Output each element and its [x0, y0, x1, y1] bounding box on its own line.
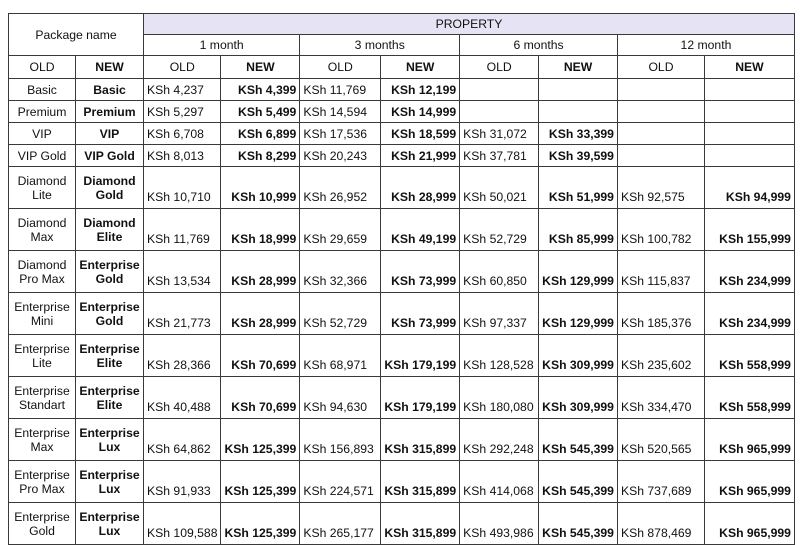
table-row [9, 461, 795, 503]
old-package-name: Enterprise Pro Max [9, 461, 76, 503]
old-price-cell: KSh 37,781 [460, 145, 539, 167]
new-price-cell: KSh 85,999 [539, 209, 618, 251]
old-package-name: VIP Gold [9, 145, 76, 167]
period-header-1-month: 1 month [144, 35, 300, 56]
table-row [9, 167, 795, 209]
new-package-name: Premium [76, 101, 144, 123]
new-price-cell: KSh 33,399 [539, 123, 618, 145]
table-row [9, 503, 795, 545]
old-price-cell [617, 101, 704, 123]
new-price-cell: KSh 558,999 [704, 377, 794, 419]
old-price-cell: KSh 60,850 [460, 251, 539, 293]
package-name-header: Package name [9, 14, 144, 56]
table-row [9, 377, 795, 419]
old-price-cell: KSh 13,534 [144, 251, 221, 293]
old-price-cell: KSh 52,729 [300, 293, 381, 335]
new-price-cell [704, 79, 794, 101]
old-price-cell: KSh 28,366 [144, 335, 221, 377]
new-price-cell: KSh 14,999 [381, 101, 460, 123]
new-price-cell: KSh 234,999 [704, 293, 794, 335]
new-price-cell: KSh 94,999 [704, 167, 794, 209]
new-package-name: Enterprise Gold [76, 251, 144, 293]
old-price-cell: KSh 4,237 [144, 79, 221, 101]
new-price-cell: KSh 309,999 [539, 335, 618, 377]
old-price-cell: KSh 8,013 [144, 145, 221, 167]
new-price-cell: KSh 5,499 [221, 101, 300, 123]
old-name-header: OLD [9, 56, 76, 79]
old-price-cell: KSh 40,488 [144, 377, 221, 419]
new-package-name: Enterprise Lux [76, 503, 144, 545]
old-price-cell: KSh 91,933 [144, 461, 221, 503]
new-price-cell: KSh 234,999 [704, 251, 794, 293]
old-price-cell: KSh 265,177 [300, 503, 381, 545]
new-price-cell [539, 79, 618, 101]
old-package-name: Diamond Lite [9, 167, 76, 209]
old-price-cell: KSh 29,659 [300, 209, 381, 251]
old-price-cell: KSh 334,470 [617, 377, 704, 419]
new-package-name: Enterprise Elite [76, 335, 144, 377]
new-package-name: VIP Gold [76, 145, 144, 167]
new-package-name: Enterprise Gold [76, 293, 144, 335]
pricing-table-container [8, 13, 795, 545]
old-price-cell: KSh 5,297 [144, 101, 221, 123]
old-package-name: Enterprise Standart [9, 377, 76, 419]
old-price-cell: KSh 185,376 [617, 293, 704, 335]
old-price-cell: KSh 128,528 [460, 335, 539, 377]
old-price-cell: KSh 520,565 [617, 419, 704, 461]
old-price-cell: KSh 115,837 [617, 251, 704, 293]
old-package-name: Diamond Max [9, 209, 76, 251]
table-row [9, 293, 795, 335]
new-price-cell [704, 101, 794, 123]
old-price-cell: KSh 68,971 [300, 335, 381, 377]
new-price-cell: KSh 6,899 [221, 123, 300, 145]
new-package-name: Diamond Gold [76, 167, 144, 209]
new-price-cell: KSh 179,199 [381, 335, 460, 377]
old-price-cell [617, 79, 704, 101]
old-price-cell: KSh 878,469 [617, 503, 704, 545]
old-price-cell: KSh 414,068 [460, 461, 539, 503]
new-price-cell: KSh 129,999 [539, 293, 618, 335]
old-price-header: OLD [144, 56, 221, 79]
new-price-cell: KSh 73,999 [381, 293, 460, 335]
old-price-header: OLD [617, 56, 704, 79]
new-price-cell: KSh 155,999 [704, 209, 794, 251]
old-price-cell: KSh 292,248 [460, 419, 539, 461]
new-price-cell: KSh 18,599 [381, 123, 460, 145]
new-package-name: Diamond Elite [76, 209, 144, 251]
old-price-header: OLD [460, 56, 539, 79]
new-price-cell: KSh 28,999 [381, 167, 460, 209]
table-row [9, 209, 795, 251]
old-price-cell: KSh 11,769 [144, 209, 221, 251]
table-row [9, 101, 795, 123]
new-price-cell: KSh 21,999 [381, 145, 460, 167]
old-price-cell: KSh 64,862 [144, 419, 221, 461]
new-price-cell: KSh 70,699 [221, 335, 300, 377]
old-price-cell: KSh 31,072 [460, 123, 539, 145]
new-price-cell: KSh 315,899 [381, 419, 460, 461]
new-price-cell: KSh 315,899 [381, 461, 460, 503]
new-price-cell: KSh 965,999 [704, 461, 794, 503]
new-price-cell: KSh 73,999 [381, 251, 460, 293]
new-price-cell: KSh 39,599 [539, 145, 618, 167]
new-price-cell: KSh 49,199 [381, 209, 460, 251]
new-price-cell: KSh 309,999 [539, 377, 618, 419]
old-price-cell: KSh 737,689 [617, 461, 704, 503]
new-price-cell: KSh 125,399 [221, 503, 300, 545]
old-package-name: Enterprise Gold [9, 503, 76, 545]
new-price-cell: KSh 129,999 [539, 251, 618, 293]
new-price-cell: KSh 4,399 [221, 79, 300, 101]
old-price-cell: KSh 14,594 [300, 101, 381, 123]
table-row [9, 251, 795, 293]
new-price-cell: KSh 28,999 [221, 293, 300, 335]
old-price-cell: KSh 224,571 [300, 461, 381, 503]
new-price-cell: KSh 125,399 [221, 419, 300, 461]
old-package-name: VIP [9, 123, 76, 145]
new-price-cell [704, 145, 794, 167]
old-price-cell: KSh 6,708 [144, 123, 221, 145]
old-package-name: Premium [9, 101, 76, 123]
new-package-name: Enterprise Lux [76, 419, 144, 461]
table-row [9, 145, 795, 167]
old-price-header: OLD [300, 56, 381, 79]
new-price-cell: KSh 10,999 [221, 167, 300, 209]
old-price-cell: KSh 97,337 [460, 293, 539, 335]
new-price-header: NEW [539, 56, 618, 79]
old-price-cell: KSh 26,952 [300, 167, 381, 209]
new-price-cell: KSh 28,999 [221, 251, 300, 293]
new-price-cell: KSh 545,399 [539, 461, 618, 503]
new-package-name: Enterprise Elite [76, 377, 144, 419]
new-price-cell: KSh 8,299 [221, 145, 300, 167]
new-price-header: NEW [704, 56, 794, 79]
new-price-cell: KSh 558,999 [704, 335, 794, 377]
new-package-name: Basic [76, 79, 144, 101]
old-price-cell: KSh 17,536 [300, 123, 381, 145]
old-price-cell: KSh 94,630 [300, 377, 381, 419]
old-price-cell: KSh 32,366 [300, 251, 381, 293]
new-price-cell: KSh 18,999 [221, 209, 300, 251]
old-package-name: Enterprise Max [9, 419, 76, 461]
property-header: PROPERTY [144, 14, 795, 35]
new-price-cell: KSh 965,999 [704, 419, 794, 461]
new-price-header: NEW [381, 56, 460, 79]
new-name-header: NEW [76, 56, 144, 79]
old-price-cell: KSh 11,769 [300, 79, 381, 101]
old-price-cell: KSh 50,021 [460, 167, 539, 209]
old-price-cell [617, 145, 704, 167]
table-row [9, 79, 795, 101]
new-price-header: NEW [221, 56, 300, 79]
period-header-12-month: 12 month [617, 35, 794, 56]
old-package-name: Basic [9, 79, 76, 101]
old-package-name: Diamond Pro Max [9, 251, 76, 293]
old-price-cell: KSh 109,588 [144, 503, 221, 545]
old-price-cell [617, 123, 704, 145]
new-price-cell: KSh 545,399 [539, 503, 618, 545]
old-price-cell [460, 79, 539, 101]
new-price-cell: KSh 545,399 [539, 419, 618, 461]
new-price-cell: KSh 125,399 [221, 461, 300, 503]
old-price-cell: KSh 493,986 [460, 503, 539, 545]
old-package-name: Enterprise Mini [9, 293, 76, 335]
old-price-cell: KSh 235,602 [617, 335, 704, 377]
table-row [9, 123, 795, 145]
new-package-name: VIP [76, 123, 144, 145]
table-row [9, 335, 795, 377]
new-price-cell [704, 123, 794, 145]
new-price-cell: KSh 179,199 [381, 377, 460, 419]
new-package-name: Enterprise Lux [76, 461, 144, 503]
old-price-cell: KSh 180,080 [460, 377, 539, 419]
new-price-cell: KSh 70,699 [221, 377, 300, 419]
old-package-name: Enterprise Lite [9, 335, 76, 377]
old-price-cell: KSh 21,773 [144, 293, 221, 335]
table-row [9, 419, 795, 461]
old-price-cell [460, 101, 539, 123]
old-price-cell: KSh 52,729 [460, 209, 539, 251]
old-price-cell: KSh 100,782 [617, 209, 704, 251]
new-price-cell: KSh 51,999 [539, 167, 618, 209]
period-header-3-months: 3 months [300, 35, 460, 56]
old-price-cell: KSh 10,710 [144, 167, 221, 209]
old-price-cell: KSh 92,575 [617, 167, 704, 209]
period-header-6-months: 6 months [460, 35, 618, 56]
pricing-table [8, 13, 795, 545]
new-price-cell: KSh 12,199 [381, 79, 460, 101]
new-price-cell: KSh 965,999 [704, 503, 794, 545]
old-price-cell: KSh 156,893 [300, 419, 381, 461]
new-price-cell: KSh 315,899 [381, 503, 460, 545]
new-price-cell [539, 101, 618, 123]
old-price-cell: KSh 20,243 [300, 145, 381, 167]
